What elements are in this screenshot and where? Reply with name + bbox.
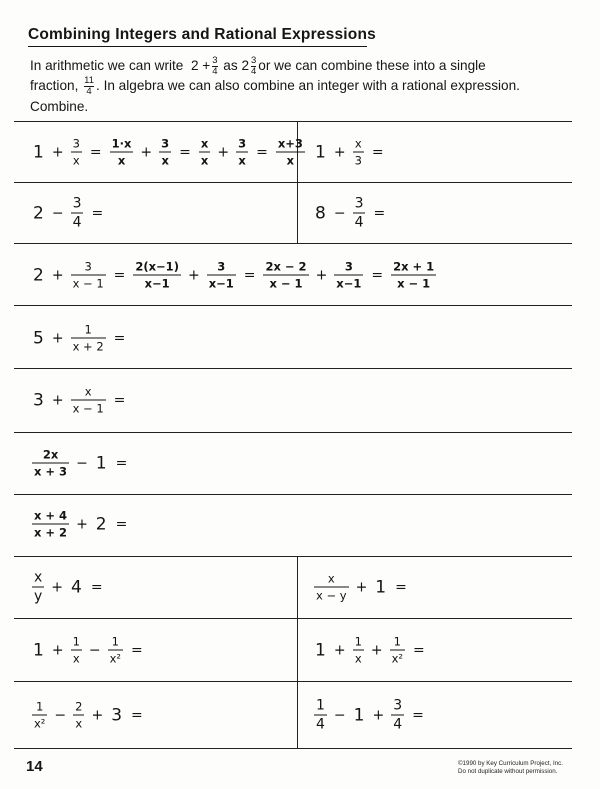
term: 1 (33, 640, 44, 660)
grid-divider (14, 681, 572, 682)
denominator: x (72, 651, 80, 666)
operator: + (51, 330, 64, 346)
fraction (390, 636, 405, 665)
denominator: x² (109, 651, 122, 666)
page-number: 14 (26, 758, 43, 775)
fraction (314, 699, 327, 732)
numerator: 2x − 2 (265, 259, 307, 274)
equals-sign: = (413, 642, 425, 658)
denominator: y (34, 588, 43, 605)
fraction-bar (133, 275, 181, 276)
copyright-line-1: ©1990 by Key Curriculum Project, Inc. (458, 760, 563, 767)
numerator: x (34, 569, 43, 586)
term: 1 (95, 453, 107, 473)
operator: + (315, 267, 328, 283)
denominator: x−1 (208, 276, 234, 291)
fraction (133, 261, 181, 290)
fraction (334, 261, 363, 290)
numerator: 1 (393, 634, 401, 649)
operator: + (372, 707, 385, 723)
problem-2 (312, 138, 390, 167)
operator: + (187, 267, 200, 283)
intro-text-d: . In algebra we can also combine an integer with a rational expression. (96, 78, 520, 93)
fraction-bar (71, 213, 84, 214)
denominator: x − y (316, 588, 347, 603)
fraction-bar (263, 275, 308, 276)
term: 2 (95, 514, 107, 534)
denominator: x + 2 (72, 339, 104, 354)
equals-sign: = (371, 267, 384, 283)
numerator: x + 4 (34, 508, 68, 523)
problem-10 (30, 571, 109, 604)
fraction-bar (334, 275, 363, 276)
denominator: x (238, 153, 246, 168)
problem-1 (30, 138, 307, 167)
fraction-bar (71, 152, 82, 153)
intro-expr-whole: 2 + (190, 58, 211, 73)
intro-expr-fraction (212, 56, 217, 76)
denominator: 4 (354, 214, 364, 231)
problem-4 (312, 197, 391, 230)
numerator: 1·x (111, 136, 132, 151)
operator: + (91, 707, 104, 723)
intro-mixed-whole: 2 (241, 58, 249, 73)
fraction-bar (110, 152, 134, 153)
denominator: x−1 (336, 276, 362, 291)
operator: + (140, 144, 153, 160)
operator: − (333, 707, 346, 723)
intro-text-a: In arithmetic we can write (30, 58, 184, 73)
operator: − (54, 707, 67, 723)
fraction-bar (71, 338, 106, 339)
numerator: 3 (72, 195, 82, 212)
problem-5 (30, 261, 438, 290)
fraction-bar (32, 587, 44, 588)
problem-11 (312, 573, 413, 602)
equals-sign: = (373, 205, 386, 221)
term: 5 (33, 328, 44, 348)
denominator: x + 3 (34, 464, 68, 479)
operator: + (51, 642, 64, 658)
copyright-line-2: Do not duplicate without permission. (458, 767, 558, 775)
fraction-bar (32, 463, 69, 464)
problem-13 (312, 636, 431, 665)
term: 3 (33, 390, 44, 410)
fraction (391, 261, 436, 290)
operator: + (217, 144, 230, 160)
fraction (71, 138, 82, 167)
numerator: 3 (72, 136, 80, 151)
fraction-bar (276, 152, 305, 153)
fraction (32, 701, 47, 730)
fraction-bar (32, 524, 69, 525)
equals-sign: = (115, 516, 128, 532)
fraction (32, 449, 69, 478)
operator: − (333, 205, 346, 221)
numerator: 2(x−1) (135, 259, 179, 274)
numerator: 2 (75, 699, 83, 714)
numerator: 3 (354, 195, 364, 212)
numerator: 1 (72, 634, 80, 649)
operator: − (51, 205, 64, 221)
term: 1 (33, 142, 44, 162)
problem-3 (30, 197, 109, 230)
denominator: 4 (72, 214, 82, 231)
fraction-bar (353, 152, 364, 153)
fraction (108, 636, 123, 665)
fraction-bar (71, 275, 106, 276)
equals-sign: = (91, 205, 104, 221)
operator: + (51, 267, 64, 283)
fraction-bar (353, 213, 366, 214)
equals-sign: = (256, 144, 268, 160)
denominator: 4 (393, 716, 403, 733)
fraction (236, 138, 248, 167)
equals-sign: = (89, 144, 102, 160)
fraction-bar (353, 650, 364, 651)
fraction (353, 636, 364, 665)
numerator: 2x (42, 447, 59, 462)
equals-sign: = (371, 144, 384, 160)
operator: + (51, 144, 64, 160)
copyright-notice (458, 760, 563, 775)
intro-result-num: 11 (84, 75, 95, 86)
fraction (353, 197, 366, 230)
intro-mixed-den: 4 (251, 65, 257, 77)
fraction (314, 573, 349, 602)
grid-divider (14, 618, 572, 619)
fraction (110, 138, 134, 167)
operator: + (51, 579, 64, 595)
numerator: 3 (217, 259, 226, 274)
fraction (71, 636, 82, 665)
combine-instruction: Combine. (30, 99, 89, 114)
intro-expr-den: 4 (212, 65, 218, 77)
operator: + (76, 516, 88, 532)
denominator: x (200, 153, 209, 168)
operator: + (370, 642, 383, 658)
problem-9 (30, 510, 133, 539)
term: 2 (33, 265, 44, 285)
numerator: 3 (238, 136, 247, 151)
column-divider (297, 556, 298, 748)
denominator: x² (34, 716, 46, 731)
intro-paragraph (30, 56, 575, 96)
denominator: x (161, 153, 169, 168)
intro-expr-num: 3 (212, 55, 218, 66)
denominator: x (75, 716, 83, 731)
fraction-bar (207, 275, 236, 276)
numerator: x (327, 571, 335, 586)
denominator: 3 (354, 153, 362, 168)
fraction-bar (391, 275, 436, 276)
grid-divider (14, 368, 572, 369)
fraction-bar (391, 715, 404, 716)
numerator: x (84, 384, 92, 399)
operator: + (355, 579, 368, 595)
denominator: x² (391, 651, 404, 666)
equals-sign: = (131, 707, 143, 723)
fraction (32, 510, 69, 539)
numerator: 1 (316, 697, 325, 714)
term: 1 (353, 705, 365, 725)
denominator: x (117, 153, 126, 168)
term: 1 (375, 577, 387, 597)
term: 1 (315, 640, 326, 660)
denominator: x (286, 153, 295, 168)
fraction (71, 197, 84, 230)
fraction-bar (314, 587, 349, 588)
fraction-bar (314, 715, 327, 716)
numerator: x (200, 136, 209, 151)
fraction-bar (236, 152, 248, 153)
fraction (207, 261, 236, 290)
fraction (391, 699, 404, 732)
operator: + (333, 642, 346, 658)
intro-result-den: 4 (86, 85, 92, 97)
problem-15 (312, 699, 430, 732)
operator: + (333, 144, 346, 160)
fraction-bar (73, 715, 84, 716)
denominator: x − 1 (72, 401, 104, 416)
equals-sign: = (131, 642, 143, 658)
fraction-bar (32, 715, 47, 716)
intro-line-1 (30, 56, 575, 76)
operator: + (51, 392, 64, 408)
fraction (199, 138, 210, 167)
denominator: x − 1 (397, 276, 431, 291)
grid-divider (14, 556, 572, 557)
grid-divider (14, 748, 572, 749)
grid-divider (14, 182, 572, 183)
numerator: 3 (344, 259, 353, 274)
equals-sign: = (113, 267, 126, 283)
equals-sign: = (412, 707, 424, 723)
problem-7 (30, 386, 131, 415)
intro-line-2 (30, 76, 575, 96)
grid-divider (14, 432, 572, 433)
fraction-bar (159, 152, 171, 153)
intro-as: as (223, 58, 238, 73)
fraction (32, 571, 44, 604)
fraction (73, 701, 84, 730)
grid-divider (14, 243, 572, 244)
equals-sign: = (179, 144, 191, 160)
equals-sign: = (115, 455, 128, 471)
equals-sign: = (243, 267, 256, 283)
denominator: 4 (316, 716, 325, 733)
intro-mixed-fraction (251, 56, 256, 76)
equals-sign: = (113, 330, 126, 346)
term: 4 (71, 577, 82, 597)
denominator: x (72, 153, 80, 168)
intro-result-fraction (84, 76, 94, 96)
term: 8 (315, 203, 326, 223)
numerator: 3 (84, 259, 92, 274)
intro-text-c: fraction, (30, 78, 79, 93)
term: 3 (111, 705, 123, 725)
numerator: x+3 (277, 136, 303, 151)
fraction (353, 138, 364, 167)
fraction (263, 261, 308, 290)
grid-divider (14, 305, 572, 306)
term: 1 (315, 142, 326, 162)
intro-text-b: or we can combine these into a single (258, 58, 486, 73)
numerator: 2x + 1 (393, 259, 435, 274)
problem-8 (30, 449, 133, 478)
equals-sign: = (395, 579, 407, 595)
denominator: x−1 (144, 276, 170, 291)
problem-12 (30, 636, 149, 665)
equals-sign: = (113, 392, 126, 408)
fraction (71, 386, 106, 415)
fraction-bar (199, 152, 210, 153)
problem-6 (30, 324, 131, 353)
numerator: 1 (354, 634, 362, 649)
numerator: 1 (111, 634, 119, 649)
numerator: 3 (393, 697, 403, 714)
grid-divider (14, 121, 572, 122)
intro-mixed-num: 3 (251, 55, 257, 66)
denominator: x (354, 651, 362, 666)
denominator: x + 2 (34, 525, 68, 540)
grid-divider (14, 494, 572, 495)
operator: − (76, 455, 88, 471)
fraction-bar (71, 400, 106, 401)
numerator: 1 (36, 699, 44, 714)
page-title: Combining Integers and Rational Expressions (28, 26, 367, 47)
fraction-bar (390, 650, 405, 651)
fraction (159, 138, 171, 167)
denominator: x − 1 (269, 276, 303, 291)
numerator: 3 (161, 136, 170, 151)
term: 2 (33, 203, 44, 223)
operator: − (88, 642, 101, 658)
fraction (276, 138, 305, 167)
numerator: 1 (84, 322, 92, 337)
problem-14 (30, 701, 149, 730)
equals-sign: = (90, 579, 103, 595)
numerator: x (354, 136, 362, 151)
denominator: x − 1 (72, 276, 104, 291)
fraction (71, 261, 106, 290)
fraction-bar (108, 650, 123, 651)
fraction (71, 324, 106, 353)
fraction-bar (71, 650, 82, 651)
